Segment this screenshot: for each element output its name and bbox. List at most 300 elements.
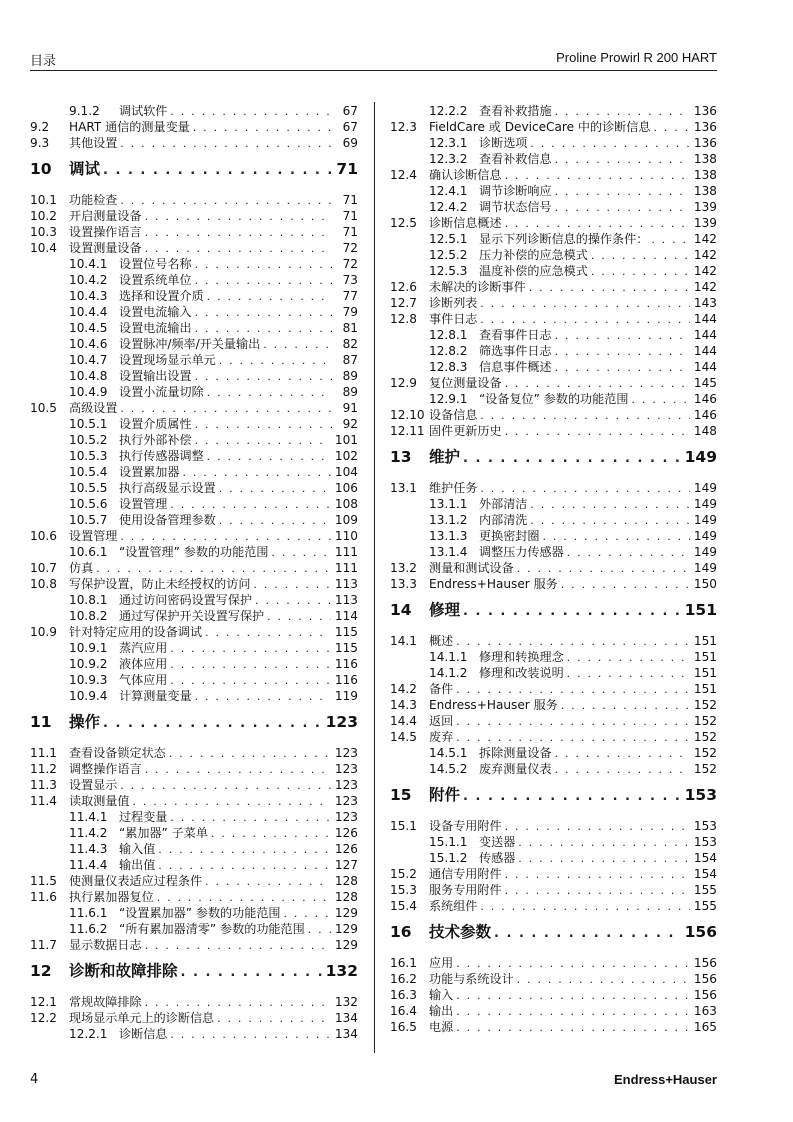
toc-dot-leader: [530, 136, 690, 151]
toc-dot-leader: [505, 168, 690, 183]
toc-entry-number: 10.5.3: [69, 449, 108, 463]
toc-entry-title: 电源: [429, 1019, 456, 1035]
toc-entry[interactable]: [30, 745, 358, 761]
toc-chapter-entry[interactable]: [30, 711, 358, 745]
toc-entry-number: 12.8.2: [429, 344, 468, 358]
toc-entry[interactable]: [390, 183, 717, 199]
toc-dot-leader: [456, 1020, 690, 1035]
toc-entry-leader: [429, 576, 717, 592]
toc-entry[interactable]: [30, 240, 358, 256]
toc-entry-number: 10.2: [30, 209, 57, 223]
toc-entry-number: 10.5.7: [69, 513, 108, 527]
toc-entry-leader: [69, 873, 358, 889]
toc-entry-title: 技术参数: [429, 921, 494, 943]
toc-dot-leader: [211, 826, 331, 841]
toc-dot-leader: [555, 344, 690, 359]
toc-entry-number: 16: [390, 923, 412, 941]
toc-entry[interactable]: [30, 640, 358, 656]
toc-entry[interactable]: [390, 697, 717, 713]
toc-entry[interactable]: [390, 103, 717, 119]
toc-entry[interactable]: [30, 873, 358, 889]
toc-entry-page: 146: [693, 408, 717, 422]
toc-entry-page: 126: [334, 826, 358, 840]
toc-entry-title: 服务专用附件: [429, 882, 505, 898]
toc-dot-leader: [308, 922, 331, 937]
toc-entry-page: 134: [334, 1011, 358, 1025]
toc-entry-leader: [69, 761, 358, 777]
toc-dot-leader: [103, 160, 332, 182]
toc-entry[interactable]: [390, 391, 717, 407]
toc-entry[interactable]: [390, 327, 717, 343]
toc-entry-number: 10.8.1: [69, 593, 108, 607]
toc-entry[interactable]: [390, 263, 717, 279]
toc-entry-page: 152: [693, 746, 717, 760]
toc-entry[interactable]: [30, 544, 358, 560]
toc-entry-number: 10: [30, 160, 52, 178]
toc-dot-leader: [207, 385, 332, 400]
toc-entry-number: 10.9: [30, 625, 57, 639]
toc-entry-title: 执行高级显示设置: [119, 480, 219, 496]
toc-entry-number: 11.6.2: [69, 922, 108, 936]
toc-entry-leader: [119, 1026, 358, 1042]
toc-entry[interactable]: [390, 681, 717, 697]
toc-entry[interactable]: [30, 528, 358, 544]
toc-entry-leader: [69, 793, 358, 809]
toc-entry-title: 设置脉冲/频率/开关量输出: [119, 336, 263, 352]
toc-dot-leader: [529, 280, 690, 295]
toc-dot-leader: [195, 273, 332, 288]
toc-entry-leader: [69, 960, 358, 982]
toc-entry[interactable]: [390, 247, 717, 263]
toc-entry-leader: [429, 921, 717, 943]
toc-entry-number: 12.4: [390, 168, 417, 182]
toc-entry-leader: [429, 866, 717, 882]
toc-entry[interactable]: [30, 288, 358, 304]
toc-entry[interactable]: [30, 761, 358, 777]
toc-entry-page: 146: [693, 392, 717, 406]
toc-entry[interactable]: [30, 103, 358, 119]
toc-entry[interactable]: [390, 295, 717, 311]
toc-entry-leader: [119, 103, 358, 119]
toc-entry-title: 写保护设置，防止未经授权的访问: [69, 576, 253, 592]
toc-entry[interactable]: [30, 119, 358, 135]
toc-entry-leader: [479, 512, 717, 528]
toc-dot-leader: [145, 209, 332, 224]
toc-entry[interactable]: [30, 560, 358, 576]
toc-entry-page: 71: [342, 225, 358, 239]
toc-entry-title: 设置管理: [69, 528, 120, 544]
toc-entry-number: 10.5: [30, 401, 57, 415]
toc-entry-number: 10.4.8: [69, 369, 108, 383]
toc-entry-title: 设置电流输出: [119, 320, 195, 336]
toc-entry-title: 信息事件概述: [479, 359, 555, 375]
toc-entry[interactable]: [30, 512, 358, 528]
toc-entry[interactable]: [30, 793, 358, 809]
toc-dot-leader: [195, 369, 332, 384]
toc-entry[interactable]: [30, 672, 358, 688]
toc-entry[interactable]: [30, 905, 358, 921]
toc-entry[interactable]: [30, 352, 358, 368]
toc-dot-leader: [284, 906, 331, 921]
toc-entry[interactable]: [390, 423, 717, 439]
toc-entry[interactable]: [30, 1026, 358, 1042]
toc-dot-leader: [555, 104, 690, 119]
toc-entry-page: 77: [342, 289, 358, 303]
toc-entry[interactable]: [30, 576, 358, 592]
toc-entry[interactable]: [390, 215, 717, 231]
toc-entry[interactable]: [390, 729, 717, 745]
toc-dot-leader: [542, 529, 689, 544]
toc-entry-leader: [479, 745, 717, 761]
toc-entry-title: 修理: [429, 599, 463, 621]
toc-entry[interactable]: [390, 151, 717, 167]
toc-entry[interactable]: [30, 889, 358, 905]
toc-entry[interactable]: [30, 608, 358, 624]
toc-entry[interactable]: [30, 624, 358, 640]
toc-entry-leader: [429, 446, 717, 468]
toc-entry-title: 传感器: [479, 850, 518, 866]
toc-entry[interactable]: [30, 272, 358, 288]
toc-entry-title: 操作: [69, 711, 103, 733]
toc-entry-title: 设置位号名称: [119, 256, 195, 272]
toc-entry[interactable]: [30, 809, 358, 825]
toc-entry-title: 设置累加器: [119, 464, 182, 480]
toc-entry-leader: [429, 987, 717, 1003]
toc-entry-title: 压力补偿的应急模式: [479, 247, 591, 263]
toc-entry-page: 151: [693, 650, 717, 664]
toc-entry-number: 13.1.2: [429, 513, 468, 527]
toc-entry-leader: [479, 263, 717, 279]
toc-entry-number: 15.2: [390, 867, 417, 881]
toc-entry-page: 156: [684, 923, 717, 941]
toc-entry-leader: [479, 247, 717, 263]
toc-entry-number: 12.6: [390, 280, 417, 294]
toc-entry-number: 11.4.1: [69, 810, 108, 824]
toc-dot-leader: [505, 883, 690, 898]
toc-entry-title: Endress+Hauser 服务: [429, 697, 561, 713]
toc-entry-number: 10.6: [30, 529, 57, 543]
toc-entry-title: 外部清洁: [479, 496, 530, 512]
toc-entry-title: 设置管理: [119, 496, 170, 512]
toc-entry[interactable]: [390, 199, 717, 215]
toc-dot-leader: [561, 577, 690, 592]
toc-chapter-entry[interactable]: [390, 446, 717, 480]
toc-chapter-entry[interactable]: [390, 599, 717, 633]
toc-entry-title: 设置输出设置: [119, 368, 195, 384]
toc-entry-number: 9.3: [30, 136, 50, 150]
toc-entry-page: 156: [693, 988, 717, 1002]
toc-entry-leader: [69, 711, 358, 733]
toc-entry-title: 固件更新历史: [429, 423, 505, 439]
toc-entry-number: 16.4: [390, 1004, 417, 1018]
toc-entry-page: 151: [693, 634, 717, 648]
toc-entry-page: 111: [334, 561, 358, 575]
toc-chapter-entry[interactable]: [390, 921, 717, 955]
toc-entry[interactable]: [30, 480, 358, 496]
toc-dot-leader: [505, 819, 690, 834]
toc-entry-page: 153: [684, 786, 717, 804]
toc-entry-number: 10.9.2: [69, 657, 108, 671]
toc-dot-leader: [158, 858, 331, 873]
toc-entry[interactable]: [30, 857, 358, 873]
toc-dot-leader: [555, 200, 690, 215]
toc-entry[interactable]: [390, 971, 717, 987]
toc-dot-leader: [205, 874, 331, 889]
toc-entry[interactable]: [390, 119, 717, 135]
toc-entry[interactable]: [390, 987, 717, 1003]
toc-dot-leader: [480, 408, 690, 423]
toc-entry[interactable]: [390, 866, 717, 882]
toc-dot-leader: [530, 513, 690, 528]
toc-entry-page: 119: [334, 689, 358, 703]
toc-dot-leader: [518, 835, 690, 850]
toc-entry-leader: [429, 882, 717, 898]
toc-dot-leader: [530, 497, 690, 512]
toc-dot-leader: [517, 972, 690, 987]
toc-dot-leader: [195, 689, 331, 704]
toc-entry[interactable]: [390, 745, 717, 761]
toc-entry[interactable]: [390, 1003, 717, 1019]
toc-entry[interactable]: [30, 400, 358, 416]
toc-entry[interactable]: [390, 560, 717, 576]
toc-entry-leader: [119, 368, 358, 384]
toc-dot-leader: [517, 561, 690, 576]
toc-column-left: [30, 103, 358, 1042]
toc-dot-leader: [271, 545, 330, 560]
toc-entry[interactable]: [390, 311, 717, 327]
toc-dot-leader: [267, 609, 331, 624]
toc-entry-page: 128: [334, 874, 358, 888]
toc-entry-title: FieldCare 或 DeviceCare 中的诊断信息: [429, 119, 653, 135]
toc-dot-leader: [145, 241, 332, 256]
toc-entry-leader: [429, 1019, 717, 1035]
toc-entry-page: 139: [693, 200, 717, 214]
toc-entry[interactable]: [30, 416, 358, 432]
footer-page-number: 4: [30, 1072, 39, 1087]
toc-entry-leader: [119, 544, 358, 560]
toc-entry-page: 139: [693, 216, 717, 230]
toc-entry-title: 调试: [69, 158, 103, 180]
toc-dot-leader: [145, 995, 331, 1010]
toc-entry[interactable]: [30, 841, 358, 857]
toc-entry-leader: [119, 352, 358, 368]
toc-entry-title: 废弃测量仪表: [479, 761, 555, 777]
toc-entry-page: 156: [693, 956, 717, 970]
toc-dot-leader: [463, 601, 681, 623]
toc-entry[interactable]: [30, 320, 358, 336]
toc-entry-leader: [429, 898, 717, 914]
toc-entry[interactable]: [390, 343, 717, 359]
toc-entry-number: 10.4.6: [69, 337, 108, 351]
toc-entry-page: 102: [334, 449, 358, 463]
toc-dot-leader: [456, 1004, 690, 1019]
toc-entry[interactable]: [30, 825, 358, 841]
toc-entry-title: 调节诊断响应: [479, 183, 555, 199]
toc-entry-page: 67: [342, 120, 358, 134]
toc-dot-leader: [195, 321, 332, 336]
toc-entry[interactable]: [30, 937, 358, 953]
toc-entry-page: 87: [342, 353, 358, 367]
toc-entry-page: 151: [684, 601, 717, 619]
toc-entry-title: 查看事件日志: [479, 327, 555, 343]
toc-entry-title: 筛选事件日志: [479, 343, 555, 359]
toc-entry-title: 输出值: [119, 857, 158, 873]
toc-entry-title: 使用设备管理参数: [119, 512, 219, 528]
toc-entry[interactable]: [390, 633, 717, 649]
toc-entry[interactable]: [390, 1019, 717, 1035]
toc-entry-number: 14.3: [390, 698, 417, 712]
toc-entry-leader: [119, 464, 358, 480]
toc-entry[interactable]: [30, 384, 358, 400]
toc-entry[interactable]: [30, 656, 358, 672]
toc-dot-leader: [219, 513, 331, 528]
toc-entry-number: 10.5.4: [69, 465, 108, 479]
toc-chapter-entry[interactable]: [30, 960, 358, 994]
toc-entry-number: 10.4.2: [69, 273, 108, 287]
toc-entry[interactable]: [390, 279, 717, 295]
toc-entry[interactable]: [30, 464, 358, 480]
toc-entry[interactable]: [390, 834, 717, 850]
toc-dot-leader: [157, 890, 331, 905]
toc-entry-title: 更换密封圈: [479, 528, 542, 544]
toc-entry-number: 10.8: [30, 577, 57, 591]
toc-entry-title: 未解决的诊断事件: [429, 279, 529, 295]
toc-entry[interactable]: [30, 592, 358, 608]
toc-entry-leader: [69, 937, 358, 953]
toc-entry-title: 备件: [429, 681, 456, 697]
toc-entry[interactable]: [30, 994, 358, 1010]
toc-entry[interactable]: [390, 544, 717, 560]
toc-entry[interactable]: [390, 955, 717, 971]
toc-entry[interactable]: [30, 688, 358, 704]
toc-entry[interactable]: [390, 649, 717, 665]
toc-chapter-entry[interactable]: [30, 158, 358, 192]
toc-entry[interactable]: [30, 1010, 358, 1026]
toc-entry[interactable]: [390, 576, 717, 592]
toc-dot-leader: [456, 730, 690, 745]
toc-entry-leader: [479, 665, 717, 681]
toc-entry[interactable]: [30, 208, 358, 224]
toc-entry[interactable]: [390, 407, 717, 423]
toc-entry-leader: [429, 279, 717, 295]
toc-entry-number: 13.1: [390, 481, 417, 495]
toc-entry-title: 设备专用附件: [429, 818, 505, 834]
toc-entry-leader: [479, 231, 717, 247]
toc-entry-number: 14: [390, 601, 412, 619]
toc-entry[interactable]: [390, 167, 717, 183]
toc-entry-leader: [429, 599, 717, 621]
toc-entry-page: 163: [693, 1004, 717, 1018]
header-product-name: Proline Prowirl R 200 HART: [556, 50, 717, 65]
toc-entry[interactable]: [30, 224, 358, 240]
toc-entry-number: 12.7: [390, 296, 417, 310]
toc-entry[interactable]: [390, 231, 717, 247]
toc-entry-number: 11.5: [30, 874, 57, 888]
toc-entry-leader: [479, 496, 717, 512]
toc-entry-number: 10.9.3: [69, 673, 108, 687]
toc-entry-number: 10.4.5: [69, 321, 108, 335]
footer-brand: Endress+Hauser: [614, 1072, 717, 1087]
toc-dot-leader: [193, 120, 332, 135]
toc-entry-number: 12.5: [390, 216, 417, 230]
toc-entry-title: 诊断列表: [429, 295, 480, 311]
toc-entry[interactable]: [390, 882, 717, 898]
toc-entry[interactable]: [390, 850, 717, 866]
toc-entry[interactable]: [390, 898, 717, 914]
toc-entry-page: 71: [342, 209, 358, 223]
toc-entry[interactable]: [30, 432, 358, 448]
toc-entry[interactable]: [390, 375, 717, 391]
toc-entry[interactable]: [390, 818, 717, 834]
toc-entry[interactable]: [390, 528, 717, 544]
toc-entry[interactable]: [30, 777, 358, 793]
toc-entry-leader: [479, 649, 717, 665]
toc-entry-page: 149: [693, 545, 717, 559]
toc-entry[interactable]: [390, 761, 717, 777]
toc-entry-page: 115: [334, 641, 358, 655]
toc-entry-page: 132: [325, 962, 358, 980]
toc-entry[interactable]: [30, 496, 358, 512]
toc-entry-number: 16.1: [390, 956, 417, 970]
toc-entry[interactable]: [390, 359, 717, 375]
toc-entry-leader: [69, 1010, 358, 1026]
toc-entry-title: 附件: [429, 784, 463, 806]
toc-entry-title: 诊断和故障排除: [69, 960, 181, 982]
toc-entry-page: 136: [693, 120, 717, 134]
toc-entry-title: 执行传感器调整: [119, 448, 207, 464]
toc-entry-leader: [479, 135, 717, 151]
toc-entry[interactable]: [30, 192, 358, 208]
toc-entry-title: 内部清洗: [479, 512, 530, 528]
toc-dot-leader: [505, 867, 690, 882]
toc-entry[interactable]: [30, 921, 358, 937]
toc-dot-leader: [505, 376, 690, 391]
toc-entry-leader: [429, 295, 717, 311]
toc-dot-leader: [567, 666, 690, 681]
toc-entry[interactable]: [390, 135, 717, 151]
toc-entry[interactable]: [390, 713, 717, 729]
toc-entry-leader: [119, 256, 358, 272]
toc-entry[interactable]: [390, 480, 717, 496]
toc-entry-number: 15.1.2: [429, 851, 468, 865]
toc-chapter-entry[interactable]: [390, 784, 717, 818]
toc-entry-page: 108: [334, 497, 358, 511]
toc-entry-page: 91: [342, 401, 358, 415]
toc-entry-page: 154: [693, 867, 717, 881]
toc-entry[interactable]: [30, 368, 358, 384]
toc-entry[interactable]: [30, 336, 358, 352]
toc-entry[interactable]: [30, 135, 358, 151]
toc-entry-number: 10.4.3: [69, 289, 108, 303]
toc-entry-page: 71: [342, 193, 358, 207]
toc-entry[interactable]: [30, 448, 358, 464]
toc-entry[interactable]: [30, 256, 358, 272]
toc-entry-leader: [119, 416, 358, 432]
toc-entry-leader: [429, 407, 717, 423]
toc-entry-title: 变送器: [479, 834, 518, 850]
toc-dot-leader: [145, 762, 331, 777]
toc-entry-leader: [429, 1003, 717, 1019]
toc-entry-leader: [479, 834, 717, 850]
toc-entry-title: “设置管理” 参数的功能范围: [119, 544, 271, 560]
toc-entry[interactable]: [390, 496, 717, 512]
toc-entry[interactable]: [390, 512, 717, 528]
toc-dot-leader: [170, 497, 331, 512]
toc-entry[interactable]: [30, 304, 358, 320]
toc-entry-title: 返回: [429, 713, 456, 729]
toc-dot-leader: [456, 714, 690, 729]
toc-entry[interactable]: [390, 665, 717, 681]
